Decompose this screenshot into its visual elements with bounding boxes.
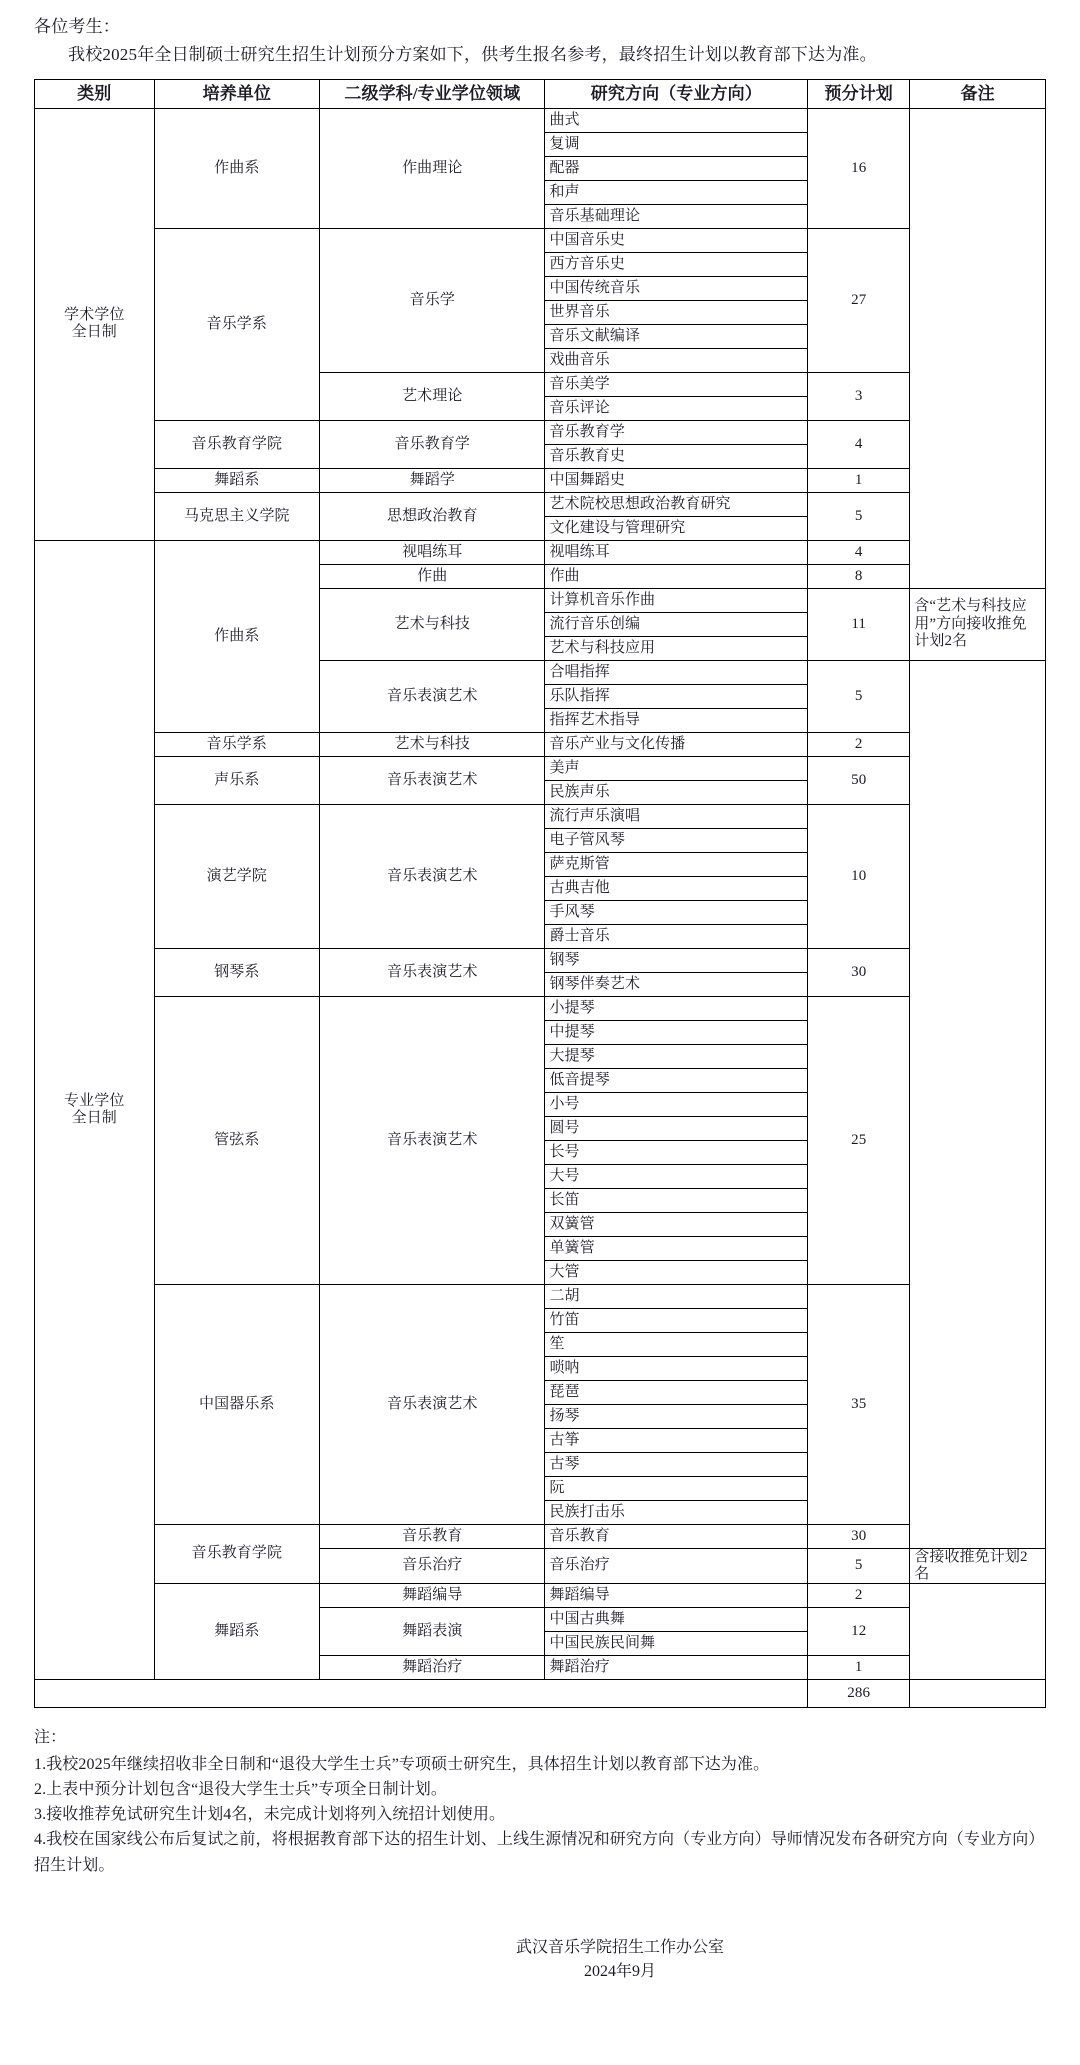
note-item-1: 1.我校2025年继续招收非全日制和“退役大学生士兵”专项硕士研究生，具体招生计划以教育部下达为准。	[34, 1755, 770, 1773]
cell-remark-empty	[910, 660, 1046, 1548]
total-row	[35, 1680, 1046, 1708]
cell-quota: 27	[808, 228, 910, 372]
cell-direction: 古琴	[545, 1452, 808, 1476]
category-line-2: 全日制	[71, 324, 117, 341]
cell-direction: 西方音乐史	[545, 252, 808, 276]
cell-direction: 小号	[545, 1092, 808, 1116]
cell-unit: 管弦系	[154, 996, 320, 1284]
cell-direction: 古典吉他	[545, 876, 808, 900]
cell-direction: 钢琴伴奏艺术	[545, 972, 808, 996]
cell-discipline: 音乐表演艺术	[320, 804, 545, 948]
header-unit: 培养单位	[154, 79, 320, 108]
table-row	[35, 1524, 1046, 1548]
cell-direction: 音乐治疗	[545, 1548, 808, 1584]
cell-quota: 35	[808, 1284, 910, 1524]
cell-remark: 含“艺术与科技应用”方向接收推免计划2名	[910, 588, 1046, 660]
cell-quota: 8	[808, 564, 910, 588]
cell-direction: 流行音乐创编	[545, 612, 808, 636]
cell-unit: 声乐系	[154, 756, 320, 804]
cell-discipline: 音乐表演艺术	[320, 1284, 545, 1524]
cell-direction: 二胡	[545, 1284, 808, 1308]
table-row	[35, 492, 1046, 516]
cell-direction: 长笛	[545, 1188, 808, 1212]
cell-direction: 笙	[545, 1332, 808, 1356]
cell-direction: 和声	[545, 180, 808, 204]
cell-direction: 阮	[545, 1476, 808, 1500]
cell-direction: 钢琴	[545, 948, 808, 972]
cell-discipline: 音乐教育学	[320, 420, 545, 468]
cell-direction: 民族打击乐	[545, 1500, 808, 1524]
cell-direction: 竹笛	[545, 1308, 808, 1332]
cell-direction: 爵士音乐	[545, 924, 808, 948]
issuing-office: 武汉音乐学院招生工作办公室	[515, 1938, 724, 1956]
cell-direction: 作曲	[545, 564, 808, 588]
note-item-2: 2.上表中预分计划包含“退役大学生士兵”专项全日制计划。	[34, 1780, 448, 1798]
cell-direction: 单簧管	[545, 1236, 808, 1260]
cell-discipline: 艺术理论	[320, 372, 545, 420]
issue-date: 2024年9月	[583, 1962, 656, 1980]
cell-quota: 50	[808, 756, 910, 804]
header-row	[35, 79, 1046, 108]
table-row	[35, 468, 1046, 492]
table-row	[35, 420, 1046, 444]
cell-unit: 作曲系	[154, 540, 320, 732]
header-discipline: 二级学科/专业学位领域	[320, 79, 545, 108]
cell-discipline: 音乐表演艺术	[320, 948, 545, 996]
total-quota: 286	[808, 1680, 910, 1708]
table-body	[35, 108, 1046, 1708]
cell-direction: 音乐基础理论	[545, 204, 808, 228]
cell-category	[35, 540, 155, 1680]
notes-heading: 注：	[34, 1729, 67, 1747]
cell-direction: 民族声乐	[545, 780, 808, 804]
notes-section	[34, 1725, 1046, 1878]
cell-quota: 2	[808, 1584, 910, 1608]
cell-discipline: 舞蹈表演	[320, 1608, 545, 1656]
cell-remark-empty	[910, 1584, 1046, 1680]
cell-quota: 1	[808, 468, 910, 492]
cell-discipline: 音乐表演艺术	[320, 756, 545, 804]
header-direction: 研究方向（专业方向）	[545, 79, 808, 108]
cell-discipline: 音乐教育	[320, 1524, 545, 1548]
cell-discipline: 作曲	[320, 564, 545, 588]
cell-direction: 复调	[545, 132, 808, 156]
cell-unit: 中国器乐系	[154, 1284, 320, 1524]
cell-unit: 音乐学系	[154, 228, 320, 420]
cell-discipline: 音乐表演艺术	[320, 996, 545, 1284]
cell-direction: 扬琴	[545, 1404, 808, 1428]
cell-direction: 萨克斯管	[545, 852, 808, 876]
signature-block	[34, 1936, 1046, 1984]
cell-direction: 合唱指挥	[545, 660, 808, 684]
cell-quota: 30	[808, 948, 910, 996]
cell-discipline: 舞蹈治疗	[320, 1656, 545, 1680]
cell-direction: 指挥艺术指导	[545, 708, 808, 732]
cell-unit: 音乐教育学院	[154, 420, 320, 468]
cell-direction: 美声	[545, 756, 808, 780]
cell-quota: 25	[808, 996, 910, 1284]
table-row	[35, 732, 1046, 756]
cell-direction: 艺术与科技应用	[545, 636, 808, 660]
cell-quota: 3	[808, 372, 910, 420]
cell-unit: 音乐学系	[154, 732, 320, 756]
cell-quota: 1	[808, 1656, 910, 1680]
table-header	[35, 79, 1046, 108]
total-label-cell	[35, 1680, 808, 1708]
cell-direction: 舞蹈编导	[545, 1584, 808, 1608]
cell-discipline: 艺术与科技	[320, 732, 545, 756]
header-remark: 备注	[910, 79, 1046, 108]
table-row	[35, 1284, 1046, 1308]
cell-direction: 戏曲音乐	[545, 348, 808, 372]
table-row	[35, 540, 1046, 564]
cell-unit: 钢琴系	[154, 948, 320, 996]
cell-direction: 乐队指挥	[545, 684, 808, 708]
cell-quota: 11	[808, 588, 910, 660]
cell-direction: 中国民族民间舞	[545, 1632, 808, 1656]
cell-unit: 作曲系	[154, 108, 320, 228]
cell-direction: 曲式	[545, 108, 808, 132]
cell-quota: 10	[808, 804, 910, 948]
cell-direction: 视唱练耳	[545, 540, 808, 564]
cell-remark-empty	[910, 108, 1046, 588]
salutation: 各位考生：	[34, 17, 120, 36]
cell-direction: 中国古典舞	[545, 1608, 808, 1632]
cell-direction: 计算机音乐作曲	[545, 588, 808, 612]
cell-direction: 电子管风琴	[545, 828, 808, 852]
cell-direction: 古筝	[545, 1428, 808, 1452]
table-row	[35, 1584, 1046, 1608]
cell-unit: 舞蹈系	[154, 1584, 320, 1680]
cell-direction: 大管	[545, 1260, 808, 1284]
cell-category	[35, 108, 155, 540]
table-row	[35, 756, 1046, 780]
cell-unit: 演艺学院	[154, 804, 320, 948]
cell-direction: 大提琴	[545, 1044, 808, 1068]
admission-plan-table	[34, 79, 1046, 1709]
cell-quota: 2	[808, 732, 910, 756]
cell-unit: 舞蹈系	[154, 468, 320, 492]
cell-discipline: 舞蹈学	[320, 468, 545, 492]
cell-direction: 音乐教育学	[545, 420, 808, 444]
cell-quota: 5	[808, 660, 910, 732]
cell-unit: 马克思主义学院	[154, 492, 320, 540]
table-row	[35, 108, 1046, 132]
cell-direction: 小提琴	[545, 996, 808, 1020]
cell-remark: 含接收推免计划2名	[910, 1548, 1046, 1584]
cell-direction: 大号	[545, 1164, 808, 1188]
category-line-1: 学术学位	[64, 307, 125, 324]
cell-discipline: 视唱练耳	[320, 540, 545, 564]
cell-discipline: 舞蹈编导	[320, 1584, 545, 1608]
cell-direction: 中国音乐史	[545, 228, 808, 252]
cell-quota: 16	[808, 108, 910, 228]
cell-discipline: 艺术与科技	[320, 588, 545, 660]
header-quota: 预分计划	[808, 79, 910, 108]
intro-paragraph: 我校2025年全日制硕士研究生招生计划预分方案如下，供考生报名参考，最终招生计划以教育部下达为准。	[68, 44, 877, 64]
table-row	[35, 804, 1046, 828]
cell-direction: 文化建设与管理研究	[545, 516, 808, 540]
cell-direction: 琵琶	[545, 1380, 808, 1404]
note-item-4: 4.我校在国家线公布后复试之前，将根据教育部下达的招生计划、上线生源情况和研究方向（专业方向）导师情况发布各研究方向（专业方向）招生计划。	[34, 1831, 1045, 1874]
cell-direction: 低音提琴	[545, 1068, 808, 1092]
cell-direction: 音乐教育	[545, 1524, 808, 1548]
cell-quota: 12	[808, 1608, 910, 1656]
cell-direction: 艺术院校思想政治教育研究	[545, 492, 808, 516]
table-row	[35, 948, 1046, 972]
cell-direction: 音乐产业与文化传播	[545, 732, 808, 756]
cell-quota: 4	[808, 420, 910, 468]
cell-direction: 音乐教育史	[545, 444, 808, 468]
cell-quota: 5	[808, 1548, 910, 1584]
cell-direction: 音乐美学	[545, 372, 808, 396]
cell-quota: 30	[808, 1524, 910, 1548]
cell-direction: 中国传统音乐	[545, 276, 808, 300]
cell-quota: 5	[808, 492, 910, 540]
category-line-1: 专业学位	[64, 1092, 125, 1109]
table-row	[35, 996, 1046, 1020]
cell-direction: 中提琴	[545, 1020, 808, 1044]
cell-discipline: 音乐表演艺术	[320, 660, 545, 732]
cell-direction: 配器	[545, 156, 808, 180]
total-remark-cell	[910, 1680, 1046, 1708]
cell-direction: 音乐文献编译	[545, 324, 808, 348]
cell-discipline: 思想政治教育	[320, 492, 545, 540]
table-row	[35, 228, 1046, 252]
cell-discipline: 作曲理论	[320, 108, 545, 228]
cell-direction: 流行声乐演唱	[545, 804, 808, 828]
cell-direction: 中国舞蹈史	[545, 468, 808, 492]
cell-direction: 舞蹈治疗	[545, 1656, 808, 1680]
cell-discipline: 音乐学	[320, 228, 545, 372]
cell-direction: 双簧管	[545, 1212, 808, 1236]
cell-quota: 4	[808, 540, 910, 564]
cell-unit: 音乐教育学院	[154, 1524, 320, 1584]
note-item-3: 3.接收推荐免试研究生计划4名，未完成计划将列入统招计划使用。	[34, 1806, 506, 1824]
header-category: 类别	[35, 79, 155, 108]
cell-direction: 手风琴	[545, 900, 808, 924]
category-line-2: 全日制	[71, 1110, 117, 1127]
cell-direction: 长号	[545, 1140, 808, 1164]
cell-direction: 世界音乐	[545, 300, 808, 324]
cell-direction: 音乐评论	[545, 396, 808, 420]
cell-discipline: 音乐治疗	[320, 1548, 545, 1584]
cell-direction: 圆号	[545, 1116, 808, 1140]
cell-direction: 唢呐	[545, 1356, 808, 1380]
